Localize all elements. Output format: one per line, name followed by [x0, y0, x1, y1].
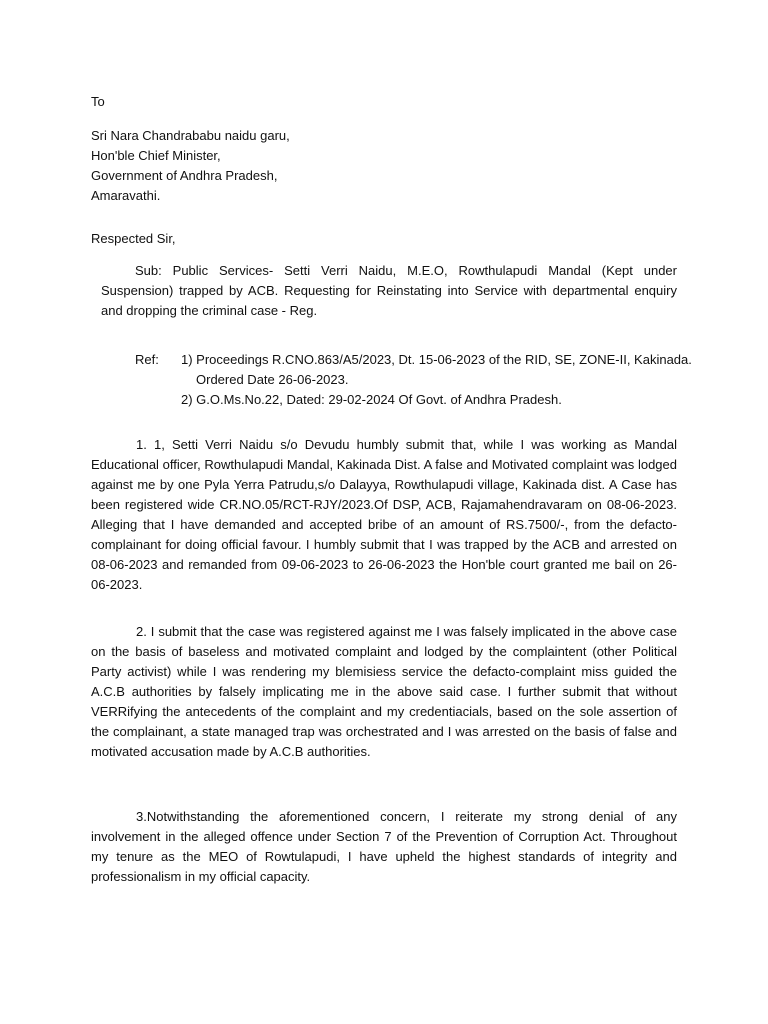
- addressee-line: Government of Andhra Pradesh,: [91, 168, 278, 183]
- paragraph-text: 2. I submit that the case was registered against me I was falsely implicated in the above case on the basis of baseless and motivated complaint and lodged by the complaintent (other Political Party activist) while I was rendering my blemisiess service the defacto-complaint miss guided the A.C.B authorities by falsely implicating me in the above said case. I further submit that without VERRifying the antecedents of the complaint and my credentiacials, based on the sole assertion of the complainant, a state managed trap was orchestrated and I was arrested on the basis of false and motivated accusation made by A.C.B authorities.: [91, 624, 677, 759]
- subject-line: [101, 261, 677, 321]
- greeting: [91, 229, 176, 249]
- body-paragraph-3: [91, 807, 677, 887]
- references-label: Ref:: [135, 352, 159, 367]
- salutation-to: [91, 92, 105, 112]
- addressee-block: [91, 126, 290, 206]
- reference-item: 1) Proceedings R.CNO.863/A5/2023, Dt. 15-06-2023 of the RID, SE, ZONE-II, Kakinada.: [181, 352, 692, 367]
- body-paragraph-1: [91, 435, 677, 595]
- paragraph-text: 3.Notwithstanding the aforementioned concern, I reiterate my strong denial of any involvement in the alleged offence under Section 7 of the Prevention of Corruption Act. Throughout my tenure as the MEO of Rowtulapudi, I have upheld the highest standards of integrity and professionalism in my official capacity.: [91, 809, 677, 884]
- reference-item: 2) G.O.Ms.No.22, Dated: 29-02-2024 Of Govt. of Andhra Pradesh.: [181, 392, 562, 407]
- addressee-line: Amaravathi.: [91, 188, 161, 203]
- paragraph-text: 1. 1, Setti Verri Naidu s/o Devudu humbly submit that, while I was working as Mandal Educational officer, Rowthulapudi Mandal, Kakinada Dist. A false and Motivated complaint was lodged against me by one Pyla Yerra Patrudu,s/o Dalayya, Rowthulapudi village, Kakinada dist. A Case has been registered wide CR.NO.05/RCT-RJY/2023.Of DSP, ACB, Rajamahendravaram on 08-06-2023. Alleging that I have demanded and accepted bribe of an amount of RS.7500/-, from the defacto-complainant for doing official favour. I humbly submit that I was trapped by the ACB and arrested on 08-06-2023 and remanded from 09-06-2023 to 26-06-2023 the Hon'ble court granted me bail on 26-06-2023.: [91, 437, 677, 592]
- subject-text: Sub: Public Services- Setti Verri Naidu, M.E.O, Rowthulapudi Mandal (Kept under Suspension) trapped by ACB. Requesting for Reinstating into Service with departmental enquiry and dropping the criminal case - Reg.: [101, 263, 677, 318]
- addressee-line: Hon'ble Chief Minister,: [91, 148, 221, 163]
- reference-item: Ordered Date 26-06-2023.: [196, 372, 349, 387]
- addressee-line: Sri Nara Chandrababu naidu garu,: [91, 128, 290, 143]
- references-list: [181, 350, 692, 410]
- greeting-text: Respected Sir,: [91, 231, 176, 246]
- references-block: [135, 350, 695, 410]
- body-paragraph-2: [91, 622, 677, 762]
- salutation-to-text: To: [91, 94, 105, 109]
